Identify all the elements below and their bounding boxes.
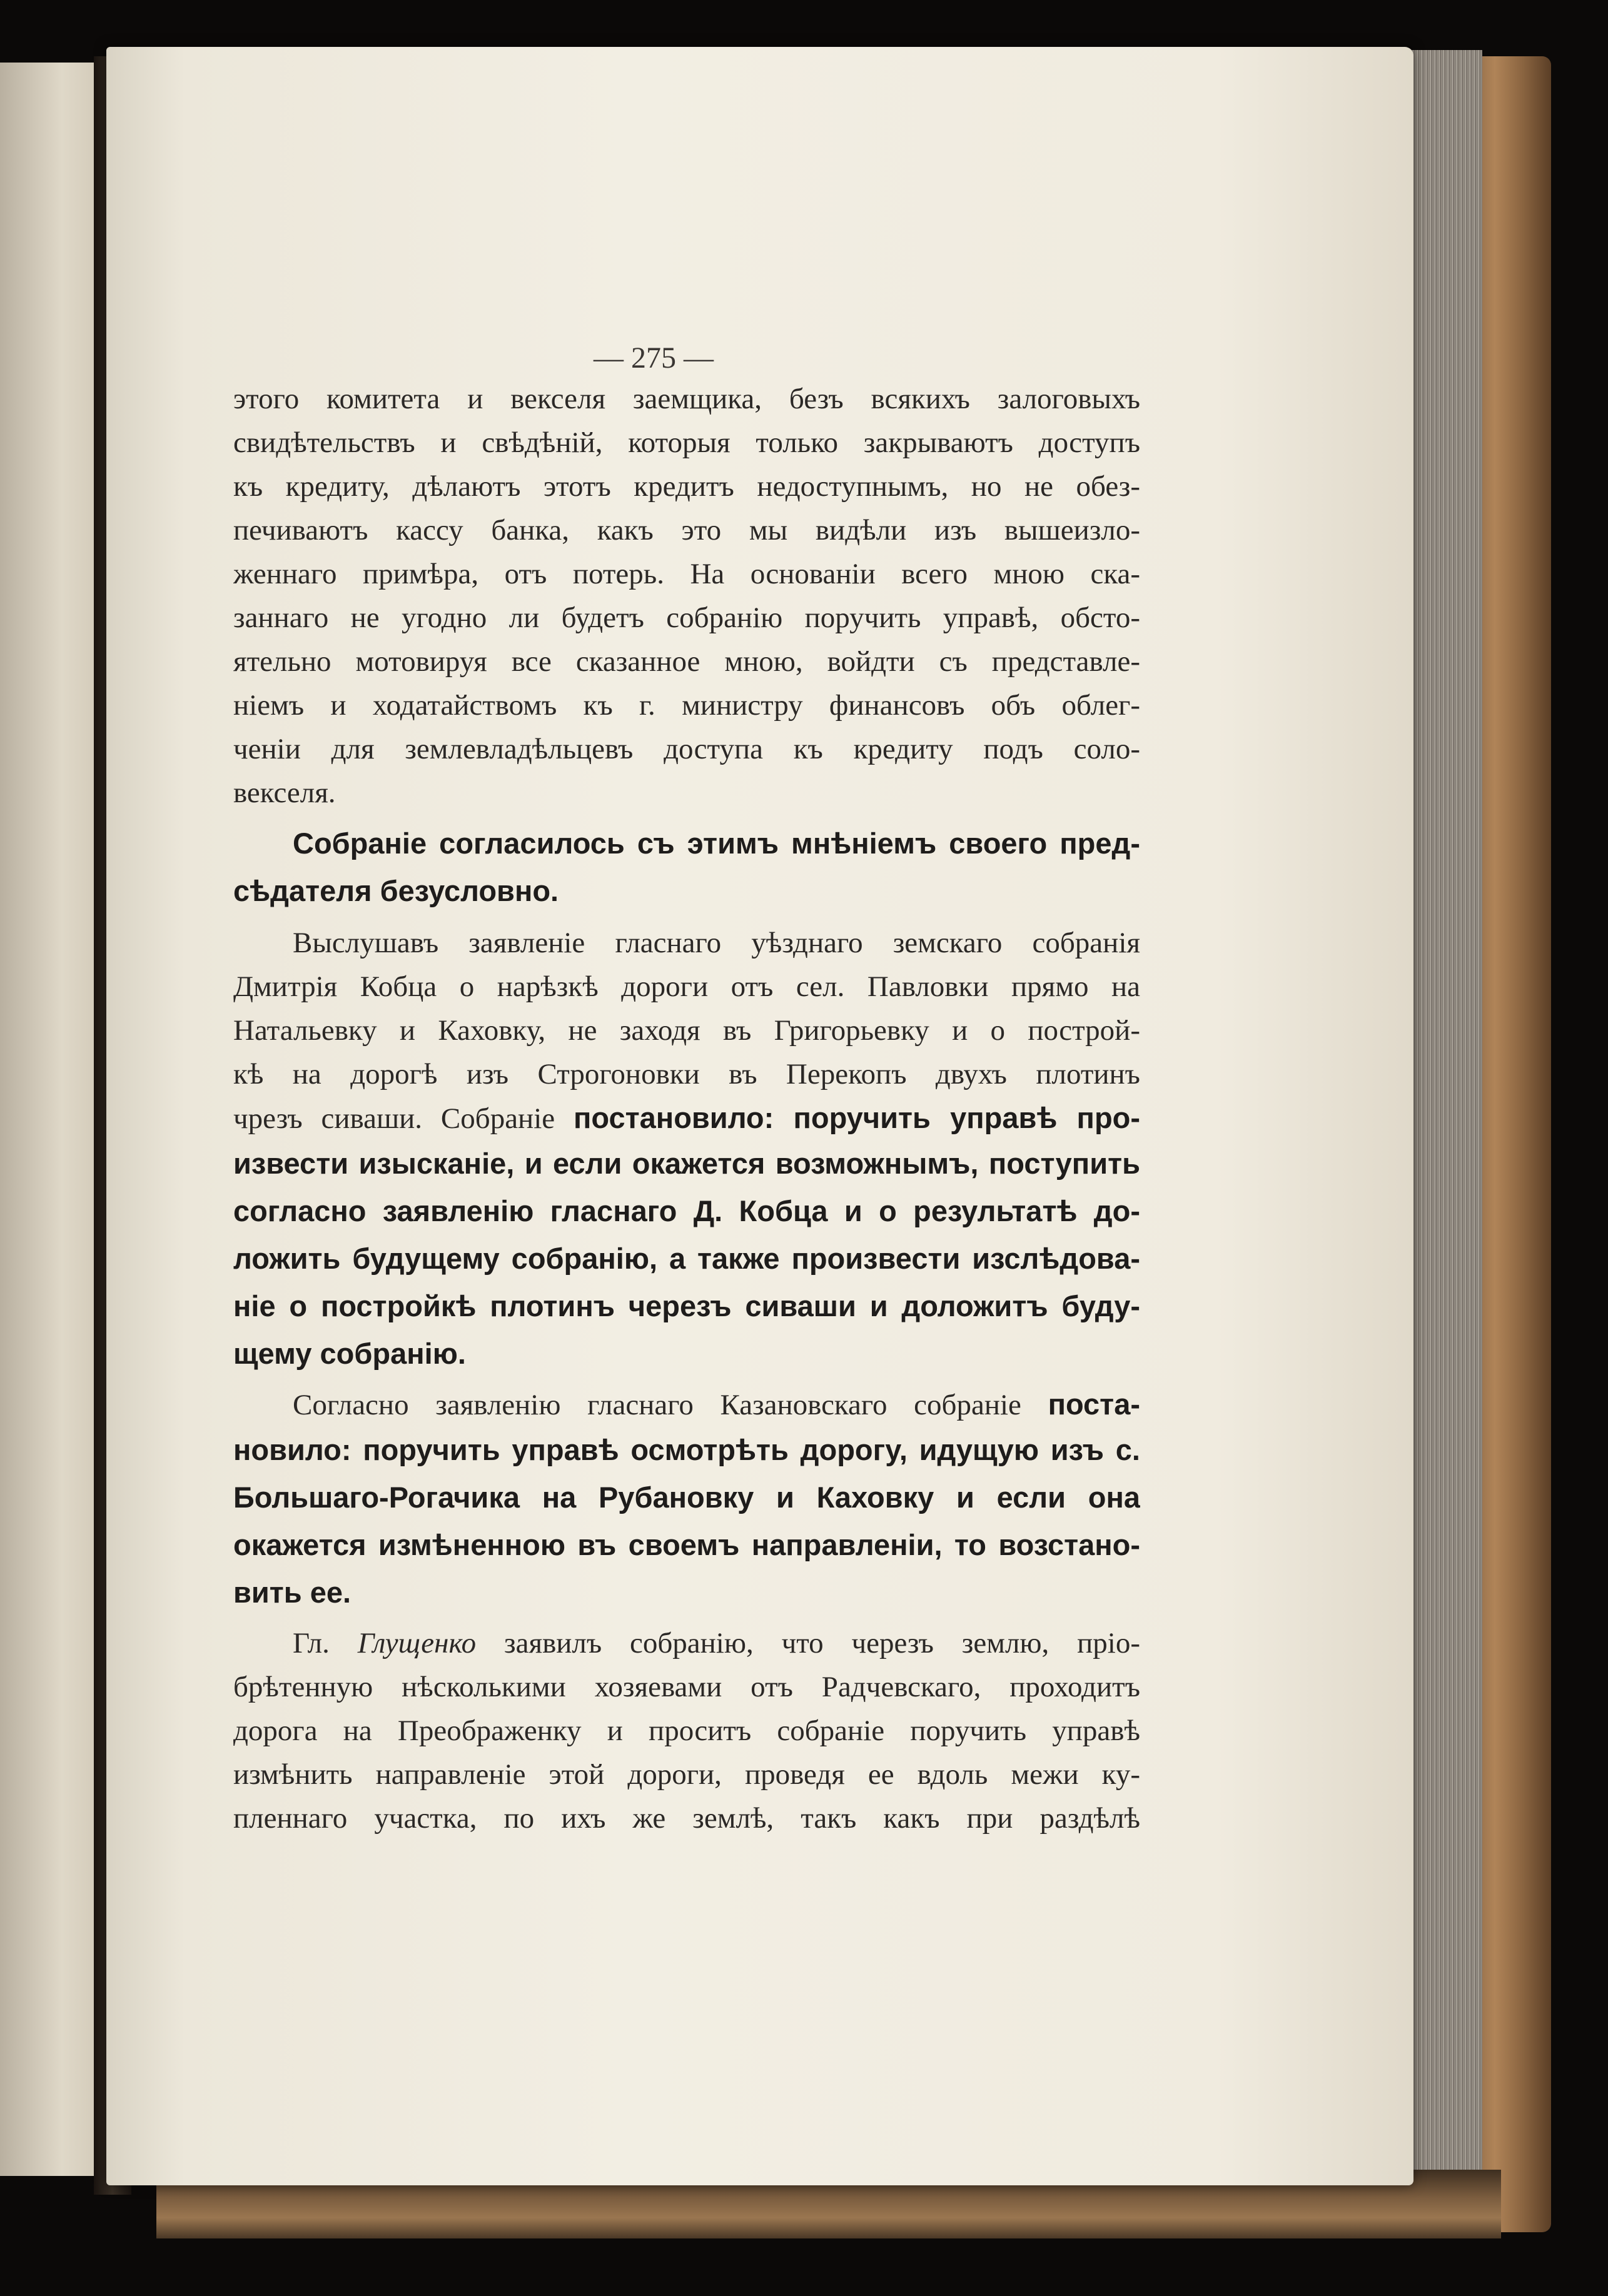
text-line: новило: поручить управѣ осмотрѣть дорогу, идущую изъ с. <box>233 1433 1140 1466</box>
text-run: чрезъ сиваши. Собраніе <box>233 1102 555 1135</box>
text-line: ятельно мотовируя все сказанное мною, войдти съ представле- <box>233 645 1140 678</box>
text-line <box>233 1621 1140 1665</box>
text-line: Выслушавъ заявленіе гласнаго уѣзднаго земскаго собранія <box>293 927 1140 959</box>
text-line: извести изысканіе, и если окажется возможнымъ, поступить <box>233 1147 1140 1180</box>
resolution-paragraph <box>233 820 1140 915</box>
text-line: ніемъ и ходатайствомъ къ г. министру финансовъ объ облег- <box>233 689 1140 722</box>
text-run: Согласно заявленію гласнаго Казановскаго собраніе <box>293 1389 1021 1421</box>
text-line: Большаго-Рогачика на Рубановку и Каховку и если она <box>233 1481 1140 1514</box>
bold-text-run: постановило: поручить управѣ про- <box>574 1101 1140 1134</box>
text-line: ченіи для землевладѣльцевъ доступа къ кредиту подъ соло- <box>233 733 1140 765</box>
text-line: ложить будущему собранію, а также произвести изслѣдова- <box>233 1242 1140 1275</box>
text-line: векселя. <box>233 777 336 809</box>
text-line: печиваютъ кассу банка, какъ это мы видѣли изъ вышеизло- <box>233 514 1140 546</box>
text-line: окажется измѣненною въ своемъ направленіи, то возстано- <box>233 1528 1140 1561</box>
text-line: сѣдателя безусловно. <box>233 874 559 907</box>
text-line: вить ее. <box>233 1576 351 1609</box>
paragraph-4 <box>233 1382 1140 1616</box>
text-line: измѣнить направленіе этой дороги, проведя ее вдоль межи ку- <box>233 1758 1140 1791</box>
text-line: щему собранію. <box>233 1337 466 1370</box>
text-line: Натальевку и Каховку, не заходя въ Григорьевку и о построй- <box>233 1014 1140 1047</box>
text-run: Гл. <box>293 1627 330 1659</box>
text-run: заявилъ собранію, что черезъ землю, пріо- <box>504 1627 1140 1659</box>
text-line: брѣтенную нѣсколькими хозяевами отъ Радчевскаго, проходитъ <box>233 1671 1140 1703</box>
text-line: женнаго примѣра, отъ потерь. На основаніи всего мною ска- <box>233 558 1140 590</box>
paragraph-3 <box>233 921 1140 1377</box>
text-line <box>233 1096 1140 1140</box>
paragraph-5 <box>233 1621 1140 1840</box>
page-number: — 275 — <box>594 341 714 375</box>
text-line: Собраніе согласилось съ этимъ мнѣніемъ своего пред- <box>293 827 1140 860</box>
bold-text-run: поста- <box>1048 1387 1140 1421</box>
text-line: кѣ на дорогѣ изъ Строгоновки въ Перекопъ двухъ плотинъ <box>233 1058 1140 1090</box>
text-line: этого комитета и векселя заемщика, безъ всякихъ залоговыхъ <box>233 383 1140 415</box>
text-line: Дмитрія Кобца о нарѣзкѣ дороги отъ сел. Павловки прямо на <box>233 970 1140 1003</box>
text-line: пленнаго участка, по ихъ же землѣ, такъ какъ при раздѣлѣ <box>233 1802 1140 1835</box>
text-line: ніе о постройкѣ плотинъ черезъ сиваши и доложитъ буду- <box>233 1289 1140 1322</box>
page-text <box>233 377 1140 1840</box>
italic-name: Глущенко <box>357 1627 477 1659</box>
text-line: дорога на Преображенку и проситъ собраніе поручить управѣ <box>233 1714 1140 1747</box>
text-line <box>233 1382 1140 1426</box>
text-line: къ кредиту, дѣлаютъ этотъ кредитъ недоступнымъ, но не обез- <box>233 470 1140 503</box>
text-line: свидѣтельствъ и свѣдѣній, которыя только закрываютъ доступъ <box>233 426 1140 459</box>
text-line: согласно заявленію гласнаго Д. Кобца и о результатѣ до- <box>233 1194 1140 1227</box>
paragraph-1 <box>233 377 1140 815</box>
text-line: заннаго не угодно ли будетъ собранію поручить управѣ, обсто- <box>233 602 1140 634</box>
